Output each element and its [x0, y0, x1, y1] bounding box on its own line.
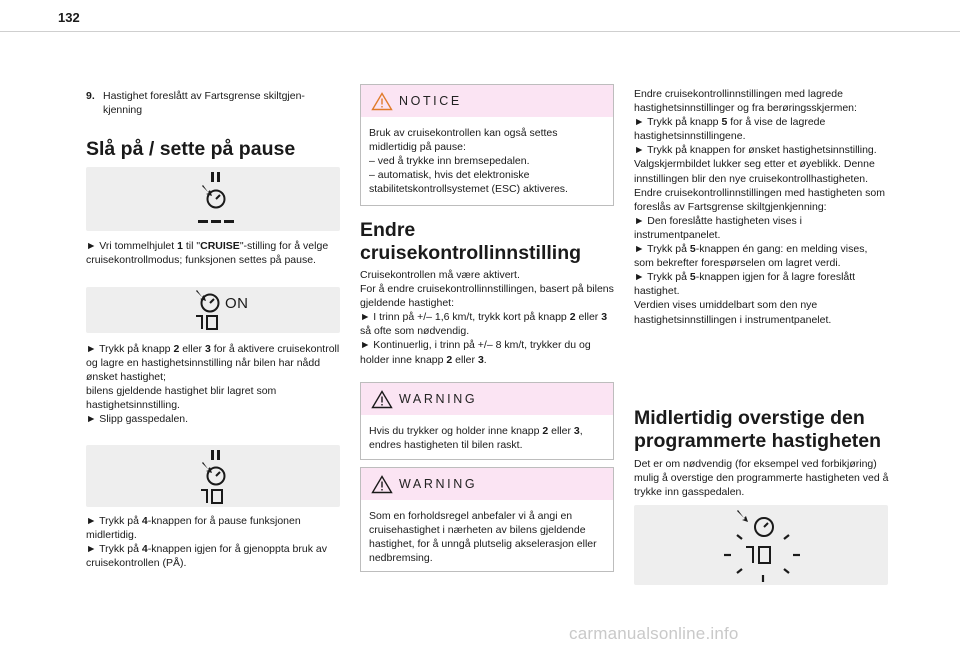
text-run: for å vise de lagrede hastighetsinnstillingene. — [634, 116, 826, 143]
text-line — [360, 338, 614, 366]
warning-header — [361, 383, 613, 415]
speed-display-icon — [201, 490, 222, 503]
cruise-paused-illustration — [86, 167, 340, 231]
dash-display-icon — [198, 220, 234, 223]
section-heading-override: Midlertidig overstige den programmerte hastigheten — [634, 407, 882, 452]
cruise-exceeded-illustration — [634, 505, 888, 585]
text-run: ► Trykk på — [86, 543, 142, 556]
info-triangle-icon — [371, 92, 393, 111]
text-run: -knappen igjen for å gjenoppta bruk av cruisekontrollen (PÅ). — [86, 543, 327, 570]
text-line — [86, 514, 340, 542]
pause-icon — [211, 450, 220, 460]
pause-icon — [211, 172, 220, 182]
text-line: Cruisekontrollen må være aktivert. — [360, 269, 520, 281]
speed-display-icon — [196, 316, 217, 329]
warning-triangle-icon — [371, 475, 393, 494]
text-run: ► Trykk på — [86, 515, 142, 527]
button-ref: 2 — [446, 353, 453, 366]
text-run: , endres hastigheten til bilen raskt. — [369, 425, 583, 452]
button-ref: 3 — [204, 343, 211, 355]
warning-box-1 — [360, 382, 614, 460]
text-run: eller — [575, 311, 602, 324]
section-heading-activate: Slå på / sette på pause — [86, 138, 296, 160]
text-line: Bruk av cruisekontrollen kan også settes midlertidig på pause: — [369, 127, 558, 154]
cruise-on-illustration — [86, 287, 340, 333]
warning-header — [361, 468, 613, 500]
button-ref: 2 — [569, 311, 576, 324]
text-line: Valgskjermbildet lukker seg etter et øyeblikk. Denne innstillingen blir den nye cruisekontrollhastigheten. — [634, 158, 875, 185]
button-ref: 4 — [141, 515, 148, 527]
text-run: -knappen igjen for å lagre foreslått hastighet. — [634, 271, 856, 298]
warning-title: WARNING — [399, 477, 478, 491]
text-run: så ofte som nødvendig. — [360, 325, 470, 338]
text-run: ► Vri tommelhjulet — [86, 240, 178, 252]
text-run: "-stilling for å velge cruisekontrollmodus; funksjonen settes på pause. — [86, 240, 329, 267]
text-line — [360, 310, 614, 338]
on-indicator: ON — [225, 295, 249, 312]
item-number: 9. — [86, 90, 95, 102]
notice-title: NOTICE — [399, 94, 462, 108]
paragraph-thumbwheel — [86, 239, 340, 267]
top-rule — [0, 31, 960, 32]
watermark: carmanualsonline.info — [569, 624, 739, 643]
text-run: eller — [548, 425, 574, 437]
speedometer-icon — [755, 518, 773, 536]
text-run: Hvis du trykker og holder inne knapp — [369, 425, 543, 437]
text-run: . — [483, 353, 487, 366]
speed-arrow-icon — [202, 462, 212, 473]
paragraph-pause — [86, 514, 340, 570]
button-ref: 5 — [721, 116, 728, 129]
text-run: ► Trykk på knapp — [634, 116, 722, 129]
text-run: eller — [179, 343, 205, 355]
text-run: ► Trykk på — [634, 243, 690, 256]
warning-body: Som en forholdsregel anbefaler vi å angi en cruisehastighet i nærheten av bilens gjeldende hastighet, for å unngå plutselig akselerasjon eller nedbremsing. — [369, 510, 597, 565]
paragraph-touchscreen — [634, 87, 890, 327]
text-line — [634, 242, 890, 270]
text-run: ► Trykk på knapp — [86, 343, 174, 355]
text-run: -knappen for å pause funksjonen midlertidig. — [86, 515, 301, 542]
text-line: Verdien vises umiddelbart som den nye hastighetsinnstillingen i instrumentpanelet. — [634, 299, 832, 326]
text-run: for å aktivere cruisekontroll og lagre en hastighetsinnstilling når bilen har nådd ønsket hastighet; — [86, 343, 340, 384]
notice-box — [360, 84, 614, 206]
warning-box-2 — [360, 467, 614, 572]
paragraph-override: Det er om nødvendig (for eksempel ved forbikjøring) mulig å overstige den programmerte hastigheten ved å trykke inn gasspedalen. — [634, 458, 889, 499]
button-ref: 3 — [477, 353, 484, 366]
text-run: ► Kontinuerlig, i trinn på +/– 8 km/t, trykker du og holder inne knapp — [360, 339, 591, 366]
text-line: Endre cruisekontrollinnstillingen med lagrede hastighetsinnstillinger og fra berøringsskjermen: — [634, 88, 857, 115]
speed-display-icon — [746, 547, 770, 563]
text-line: – ved å trykke inn bremsepedalen. — [369, 155, 530, 168]
button-ref: 3 — [573, 425, 580, 437]
warning-title: WARNING — [399, 392, 478, 406]
text-line — [634, 270, 890, 298]
blink-rays-icon — [724, 535, 800, 582]
paragraph-activate — [86, 342, 340, 427]
speed-arrow-icon — [737, 510, 748, 522]
text-run: ► I trinn på +/– 1,6 km/t, trykk kort på knapp — [360, 311, 570, 324]
button-ref: 2 — [542, 425, 549, 437]
numbered-item-9 — [86, 89, 340, 117]
warning-body — [361, 415, 613, 460]
item-text: Hastighet foreslått av Fartsgrense skiltgjen-kjenning — [103, 90, 305, 117]
text-line: ► Trykk på knappen for ønsket hastighetsinnstilling. — [634, 144, 877, 157]
text-run: -knappen én gang: en melding vises, som bekrefter forespørselen om lagret verdi. — [634, 243, 868, 270]
text-line: ► Slipp gasspedalen. — [86, 413, 189, 426]
section-heading-change: Endre cruisekontrollinnstilling — [360, 219, 582, 264]
notice-body — [361, 117, 613, 204]
text-line: For å endre cruisekontrollinnstillingen, basert på bilens gjeldende hastighet: — [360, 283, 614, 310]
text-line: – automatisk, hvis det elektroniske stabilitetskontrollsystemet (ESC) aktiveres. — [369, 169, 568, 196]
warning-triangle-icon — [371, 390, 393, 409]
text-line — [86, 542, 340, 570]
text-run: ► Trykk på — [634, 271, 690, 284]
text-line: Endre cruisekontrollinnstillingen med hastigheten som foreslås av Fartsgrense skiltgjenkjenning: — [634, 186, 885, 213]
button-ref: 1 — [177, 240, 183, 252]
button-ref: 2 — [173, 343, 180, 355]
paragraph-change — [360, 268, 614, 367]
button-ref: 5 — [689, 243, 696, 256]
mode-ref: CRUISE — [200, 240, 240, 252]
text-line: bilens gjeldende hastighet blir lagret som hastighetsinnstilling. — [86, 385, 277, 412]
text-line — [634, 115, 890, 143]
text-line: ► Den foreslåtte hastigheten vises i instrumentpanelet. — [634, 214, 802, 241]
notice-header — [361, 85, 613, 117]
speed-arrow-icon — [202, 185, 212, 196]
cruise-pause-illustration — [86, 445, 340, 507]
text-run: til " — [182, 240, 201, 252]
button-ref: 4 — [141, 543, 148, 556]
text-line — [86, 342, 340, 384]
button-ref: 3 — [601, 311, 608, 324]
page-number: 132 — [58, 10, 80, 25]
text-run: eller — [452, 353, 478, 366]
button-ref: 5 — [689, 271, 696, 284]
